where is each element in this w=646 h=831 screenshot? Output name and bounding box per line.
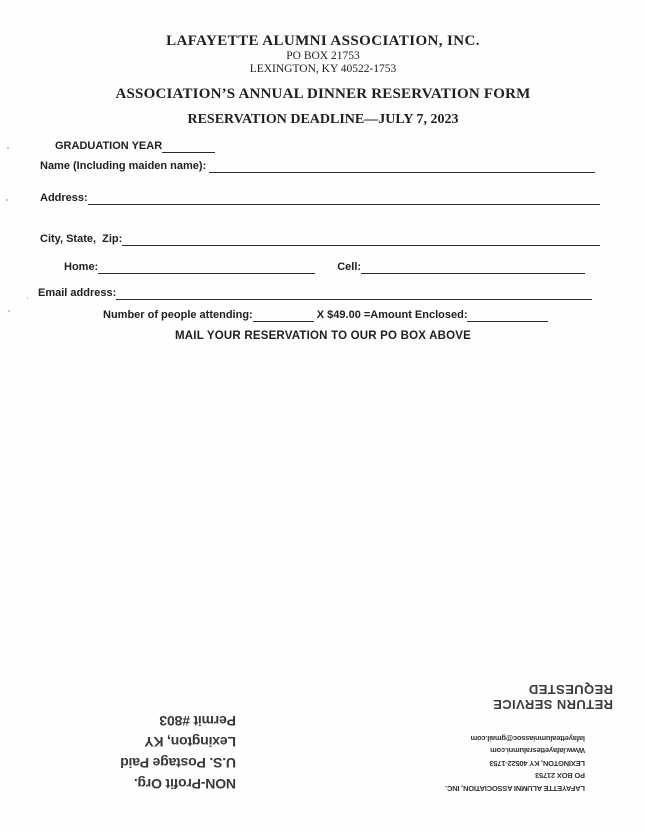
deadline-line: RESERVATION DEADLINE—JULY 7, 2023 [187, 112, 459, 127]
cell-phone-blank-line [361, 258, 585, 274]
email-blank-line [116, 284, 592, 300]
email-label: Email address: [38, 287, 117, 299]
indicia-line-postage: U.S. Postage Paid [120, 755, 236, 771]
address-field-row [40, 189, 600, 205]
attending-amount-row [103, 306, 548, 322]
indicia-line-nonprofit: NON-Profit Org. [134, 776, 236, 792]
org-po-box: PO BOX 21753 [286, 50, 360, 62]
cell-phone-label: Cell: [337, 261, 362, 273]
return-address-city: LEXINGTON, KY 40522-1753 [489, 758, 585, 768]
address-blank-line [88, 189, 600, 205]
home-phone-label: Home: [64, 261, 99, 273]
return-address-email: lafayettealumniassoc@gmail.com [470, 733, 585, 743]
city-state-zip-label: City, State, Zip: [40, 233, 123, 245]
return-address-org: LAFAYETTE ALUMNI ASSOCIATION, INC. [445, 784, 585, 793]
scan-speck [7, 147, 9, 149]
org-city-line: LEXINGTON, KY 40522-1753 [249, 62, 397, 75]
home-phone-blank-line [98, 258, 315, 274]
indicia-line-city: Lexington, KY [144, 734, 236, 750]
attending-label: Number of people attending: [103, 309, 253, 321]
address-label: Address: [40, 192, 88, 204]
attending-blank-line [253, 306, 314, 322]
name-label: Name (Including maiden name): [40, 160, 210, 172]
city-state-zip-row [40, 230, 600, 246]
graduation-year-blank-line [162, 137, 215, 153]
name-field-row [40, 157, 595, 173]
return-address-block [445, 730, 585, 794]
indicia-line-permit: Permit #803 [159, 713, 236, 729]
org-name: LAFAYETTE ALUMNI ASSOCIATION, INC. [166, 33, 480, 49]
postage-indicia-block [100, 701, 236, 794]
graduation-year-label: GRADUATION YEAR [55, 140, 163, 152]
name-blank-line [209, 157, 595, 173]
scan-speck [27, 297, 28, 299]
return-service-notice: RETURN SERVICE REQUESTED [492, 682, 613, 712]
return-address-website: Www.lafayettesralumni.com [490, 746, 585, 756]
return-address-pobox: PO BOX 21753 [535, 771, 585, 781]
amount-enclosed-label: X $49.00 =Amount Enclosed: [313, 309, 468, 321]
email-field-row [38, 284, 592, 300]
scan-speck [6, 199, 8, 201]
phone-row [64, 258, 585, 274]
form-title: ASSOCIATION’S ANNUAL DINNER RESERVATION FORM [115, 86, 531, 102]
document-header [0, 33, 646, 128]
graduation-year-row [55, 137, 215, 153]
amount-blank-line [467, 306, 548, 322]
scan-speck [8, 310, 10, 312]
city-state-zip-blank-line [122, 230, 600, 246]
mail-instruction: MAIL YOUR RESERVATION TO OUR PO BOX ABOVE [175, 330, 471, 342]
